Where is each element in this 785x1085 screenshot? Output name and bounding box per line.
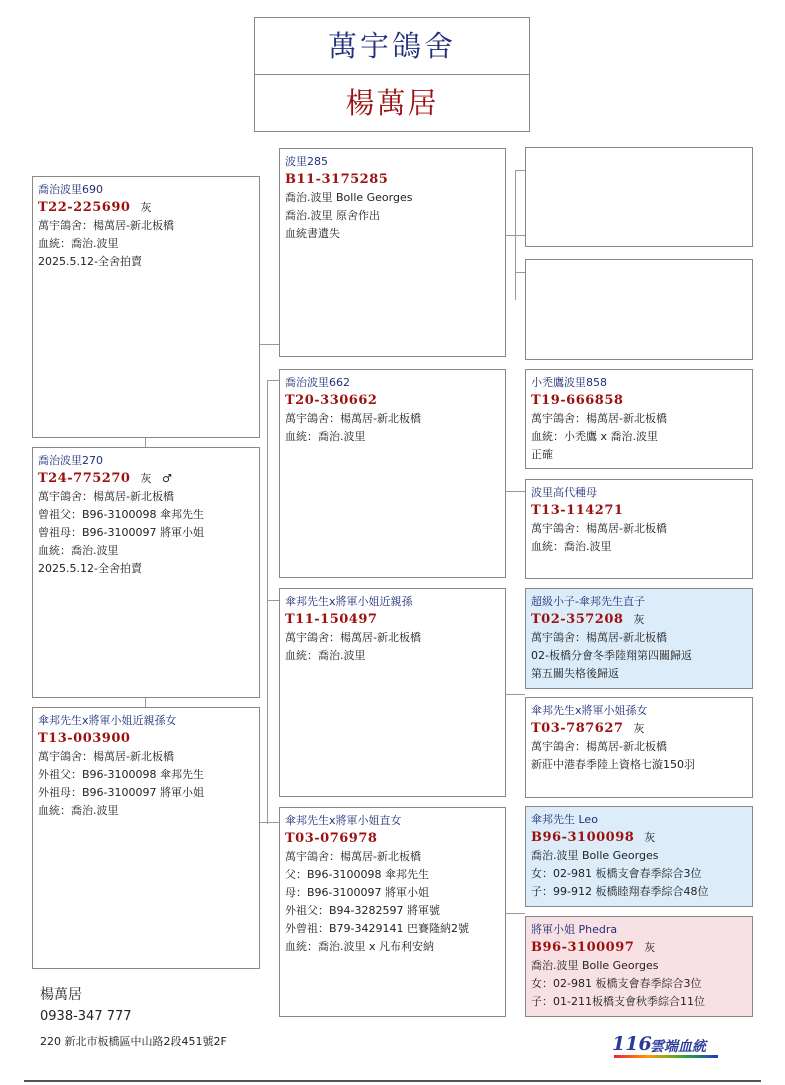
card-line: 02-板橋分會冬季陸翔第四關歸返 xyxy=(531,649,692,662)
grandparent-card xyxy=(525,806,753,907)
parent-card xyxy=(279,148,506,357)
subject-card xyxy=(32,447,260,698)
card-title: 傘邦先生x將軍小姐近親孫女 xyxy=(38,714,177,727)
card-line: 2025.5.12-全舍拍賣 xyxy=(38,255,142,268)
card-title: 喬治波里270 xyxy=(38,454,103,467)
card-line: 萬宇鴿舍：楊萬居-新北板橋 xyxy=(531,631,667,644)
card-line: 母：B96-3100097 將軍小姐 xyxy=(285,886,429,899)
card-line: 血統：喬治.波里 xyxy=(38,544,119,557)
ring-number: T03-076978 xyxy=(285,831,378,846)
ring-number: T13-003900 xyxy=(38,731,131,746)
grandparent-card-empty xyxy=(525,147,753,247)
ring-number: T22-225690 灰 xyxy=(38,200,152,215)
card-title: 超級小子-傘邦先生直子 xyxy=(531,595,645,608)
ring-number: T03-787627 灰 xyxy=(531,721,645,736)
parent-card xyxy=(279,588,506,797)
color-label: 灰 xyxy=(644,941,656,954)
footer-address: 220 新北市板橋區中山路2段451號2F xyxy=(40,1035,227,1048)
card-line: 萬宇鴿舍：楊萬居-新北板橋 xyxy=(38,219,174,232)
ring-number: T02-357208 灰 xyxy=(531,612,645,627)
card-line: 新莊中港春季陸上資格七漩150羽 xyxy=(531,758,695,771)
card-line: 血統：喬治.波里 xyxy=(531,540,612,553)
footer-phone: 0938-347 777 xyxy=(40,1009,132,1024)
color-label: 灰 xyxy=(140,201,152,214)
card-title: 傘邦先生x將軍小姐直女 xyxy=(285,814,402,827)
card-line: 外曾祖：B79-3429141 巴賽隆納2號 xyxy=(285,922,469,935)
logo-number: 116 xyxy=(612,1033,652,1055)
grandparent-card-empty xyxy=(525,259,753,360)
color-label: 灰 xyxy=(140,472,152,485)
color-label: 灰 xyxy=(633,613,645,626)
subject-card xyxy=(32,176,260,438)
connector-line xyxy=(505,491,525,492)
card-line: 喬治.波里 Bolle Georges xyxy=(531,959,659,972)
card-line: 女：02-981 板橋支會春季綜合3位 xyxy=(531,867,702,880)
card-line: 萬宇鴿舍：楊萬居-新北板橋 xyxy=(285,631,421,644)
footer-name: 楊萬居 xyxy=(40,987,82,1003)
card-title: 傘邦先生x將軍小姐近親孫 xyxy=(285,595,413,608)
loft-name: 萬宇鴿舍 xyxy=(254,17,530,75)
grandparent-card xyxy=(525,479,753,579)
ring-number: T19-666858 xyxy=(531,393,624,408)
color-label: 灰 xyxy=(644,831,656,844)
grandparent-card xyxy=(525,588,753,689)
card-line: 萬宇鴿舍：楊萬居-新北板橋 xyxy=(38,750,174,763)
grandparent-card xyxy=(525,697,753,798)
card-line: 喬治.波里 原舍作出 xyxy=(285,209,380,222)
card-line: 萬宇鴿舍：楊萬居-新北板橋 xyxy=(285,412,421,425)
card-line: 外祖母：B96-3100097 將軍小姐 xyxy=(38,786,204,799)
grandparent-card xyxy=(525,916,753,1017)
connector-line xyxy=(267,380,268,824)
ring-number: T13-114271 xyxy=(531,503,624,518)
male-icon: ♂ xyxy=(161,472,173,485)
ring-number: T24-775270 灰 ♂ xyxy=(38,471,173,486)
card-line: 萬宇鴿舍：楊萬居-新北板橋 xyxy=(531,412,667,425)
card-title: 喬治波里662 xyxy=(285,376,350,389)
connector-line xyxy=(515,170,516,300)
card-line: 曾祖母：B96-3100097 將軍小姐 xyxy=(38,526,204,539)
card-title: 傘邦先生 Leo xyxy=(531,813,598,826)
card-line: 血統書遺失 xyxy=(285,227,340,240)
card-line: 萬宇鴿舍：楊萬居-新北板橋 xyxy=(285,850,421,863)
card-line: 血統：喬治.波里 xyxy=(38,237,119,250)
card-line: 父：B96-3100098 傘邦先生 xyxy=(285,868,429,881)
parent-card xyxy=(279,369,506,578)
card-title: 小禿鷹波里858 xyxy=(531,376,607,389)
card-line: 外祖父：B94-3282597 將軍號 xyxy=(285,904,440,917)
color-label: 灰 xyxy=(633,722,645,735)
card-line: 曾祖父：B96-3100098 傘邦先生 xyxy=(38,508,204,521)
card-line: 子：99-912 板橋睦翔春季綜合48位 xyxy=(531,885,709,898)
owner-name: 楊萬居 xyxy=(254,74,530,132)
card-title: 波里高代種母 xyxy=(531,486,597,499)
bottom-divider xyxy=(24,1080,761,1082)
card-line: 萬宇鴿舍：楊萬居-新北板橋 xyxy=(38,490,174,503)
card-title: 波里285 xyxy=(285,155,328,168)
ring-number: B11-3175285 xyxy=(285,172,389,187)
parent-card xyxy=(279,807,506,1017)
card-line: 喬治.波里 Bolle Georges xyxy=(285,191,413,204)
card-line: 第五關失格後歸返 xyxy=(531,667,619,680)
card-title: 傘邦先生x將軍小姐孫女 xyxy=(531,704,648,717)
connector-line xyxy=(515,272,525,273)
site-logo[interactable] xyxy=(612,1033,722,1057)
logo-underline xyxy=(614,1055,718,1058)
grandparent-card xyxy=(525,369,753,469)
card-title: 喬治波里690 xyxy=(38,183,103,196)
card-line: 血統：喬治.波里 xyxy=(38,804,119,817)
card-line: 萬宇鴿舍：楊萬居-新北板橋 xyxy=(531,522,667,535)
card-line: 萬宇鴿舍：楊萬居-新北板橋 xyxy=(531,740,667,753)
card-line: 血統：喬治.波里 xyxy=(285,649,366,662)
card-line: 血統：喬治.波里 x 凡布利安納 xyxy=(285,940,434,953)
connector-line xyxy=(145,697,146,707)
ring-number: B96-3100098 灰 xyxy=(531,830,656,845)
card-line: 喬治.波里 Bolle Georges xyxy=(531,849,659,862)
subject-card xyxy=(32,707,260,969)
ring-number: T11-150497 xyxy=(285,612,378,627)
card-line: 血統：喬治.波里 xyxy=(285,430,366,443)
connector-line xyxy=(505,913,525,914)
card-line: 正確 xyxy=(531,448,553,461)
ring-number: T20-330662 xyxy=(285,393,378,408)
card-line: 血統：小禿鷹 x 喬治.波里 xyxy=(531,430,658,443)
card-line: 女：02-981 板橋支會春季綜合3位 xyxy=(531,977,702,990)
connector-line xyxy=(259,822,280,823)
connector-line xyxy=(145,437,146,447)
logo-text: 雲端血統 xyxy=(650,1039,706,1055)
card-line: 子：01-211板橋支會秋季綜合11位 xyxy=(531,995,705,1008)
card-line: 2025.5.12-全舍拍賣 xyxy=(38,562,142,575)
ring-number: B96-3100097 灰 xyxy=(531,940,656,955)
connector-line xyxy=(505,694,525,695)
connector-line xyxy=(259,344,280,345)
card-title: 將軍小姐 Phedra xyxy=(531,923,618,936)
card-line: 外祖父：B96-3100098 傘邦先生 xyxy=(38,768,204,781)
connector-line xyxy=(515,170,525,171)
